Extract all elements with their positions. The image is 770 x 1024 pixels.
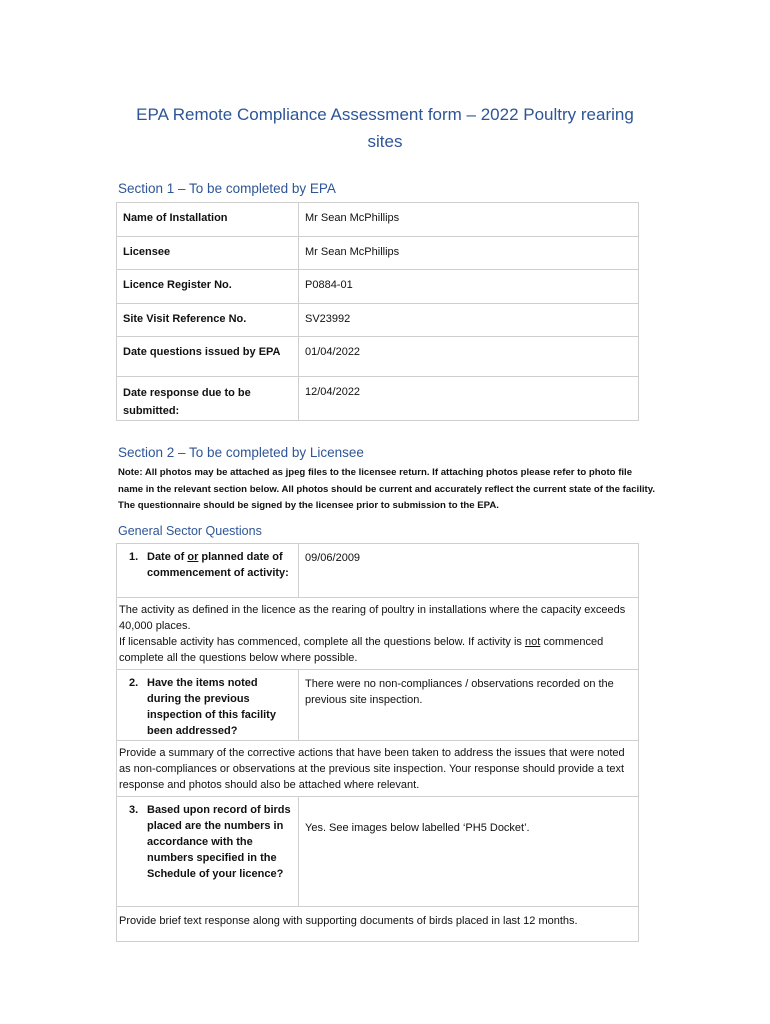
section-1-heading: Section 1 – To be completed by EPA (118, 181, 336, 196)
question-text: Have the items noted during the previous inspection of this facility been addressed? (147, 677, 276, 737)
row-label: Date questions issued by EPA (117, 337, 299, 377)
table-row (117, 544, 639, 598)
question-cell (117, 670, 299, 741)
general-questions-table (116, 543, 639, 942)
answer-cell: 09/06/2009 (299, 544, 639, 598)
question-number: 1. (129, 551, 139, 563)
row-value: SV23992 (299, 304, 639, 337)
question-number: 2. (129, 677, 139, 689)
table-row (117, 377, 639, 421)
row-value: Mr Sean McPhillips (299, 237, 639, 270)
guidance-line: If licensable activity has commenced, complete all the questions below. If activity is not commenced complete all the questions below where possible. (119, 636, 604, 664)
table-row (117, 203, 639, 237)
row-value: P0884-01 (299, 270, 639, 304)
table-row (117, 237, 639, 270)
table-row (117, 670, 639, 741)
general-questions-heading: General Sector Questions (118, 524, 262, 538)
question-text: Date of or planned date of commencement of activity: (147, 551, 289, 579)
title-line-1: EPA Remote Compliance Assessment form – 2022 Poultry rearing (136, 105, 634, 124)
table-row (117, 907, 639, 942)
row-value: Mr Sean McPhillips (299, 203, 639, 237)
title-line-2: sites (367, 132, 403, 151)
question-number: 3. (129, 804, 139, 816)
section-2-heading: Section 2 – To be completed by Licensee (118, 445, 364, 460)
table-row (117, 337, 639, 377)
section-2-note: Note: All photos may be attached as jpeg files to the licensee return. If attaching photos please refer to photo file name in the relevant section below. All photos should be current and accurately reflect the current state of the facility. The questionnaire should be signed by the licensee prior to submission to the EPA. (118, 467, 656, 511)
table-row (117, 797, 639, 907)
row-value: 12/04/2022 (299, 377, 639, 421)
row-label: Licence Register No. (117, 270, 299, 304)
row-label: Name of Installation (117, 203, 299, 237)
table-row (117, 598, 639, 670)
guidance-line: The activity as defined in the licence as the rearing of poultry in installations where the capacity exceeds 40,000 places. (119, 604, 626, 632)
guidance-cell: Provide a summary of the corrective actions that have been taken to address the issues that were noted as non-compliances or observations at the previous site inspection. Your response should provide a text response and photos should also be attached where relevant. (117, 741, 639, 797)
row-label: Date response due to be submitted: (117, 377, 299, 421)
answer-cell: There were no non-compliances / observations recorded on the previous site inspection. (299, 670, 639, 741)
question-cell (117, 797, 299, 907)
question-cell (117, 544, 299, 598)
table-row (117, 304, 639, 337)
table-row (117, 741, 639, 797)
question-text: Based upon record of birds placed are the numbers in accordance with the numbers specified in the Schedule of your licence? (147, 804, 291, 880)
row-value: 01/04/2022 (299, 337, 639, 377)
guidance-cell (117, 598, 639, 670)
section-1-table (116, 202, 639, 421)
row-label: Licensee (117, 237, 299, 270)
answer-cell: Yes. See images below labelled ‘PH5 Docket’. (299, 797, 639, 907)
document-title (110, 101, 660, 155)
row-label: Site Visit Reference No. (117, 304, 299, 337)
table-row (117, 270, 639, 304)
guidance-cell: Provide brief text response along with supporting documents of birds placed in last 12 months. (117, 907, 639, 942)
